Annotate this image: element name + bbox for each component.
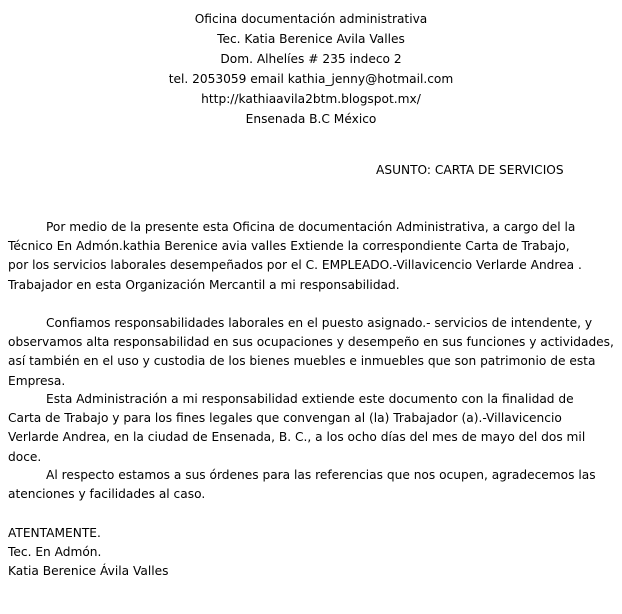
- closing-block: [8, 524, 168, 582]
- closing-signer: Katia Berenice Ávila Valles: [8, 564, 169, 579]
- letterhead-address: Dom. Alhelíes # 235 indeco 2: [220, 52, 402, 66]
- paragraph-line: Por medio de la presente esta Oficina de documentación Administrativa, a cargo del la: [46, 220, 576, 234]
- paragraph-line: observamos alta responsabilidad en sus ocupaciones y desempeño en sus funciones y actividades,: [8, 335, 614, 350]
- paragraph-line: Esta Administración a mi responsabilidad extiende este documento con la finalidad de: [46, 392, 574, 406]
- paragraph-2: [8, 314, 618, 391]
- closing-salutation: ATENTAMENTE.: [8, 526, 101, 540]
- letterhead-blog: http://kathiaavila2btm.blogspot.mx/: [201, 92, 421, 106]
- paragraph-1: [8, 218, 618, 295]
- paragraph-line: Trabajador en esta Organización Mercantil a mi responsabilidad.: [8, 277, 400, 292]
- paragraph-line: por los servicios laborales desempeñados por el C. EMPLEADO.-Villavicencio Verlarde Andrea .: [8, 258, 582, 273]
- letterhead-contact: tel. 2053059 email kathia_jenny@hotmail.com: [168, 72, 454, 86]
- letterhead-name: Tec. Katia Berenice Avila Valles: [217, 32, 405, 46]
- letterhead-city: Ensenada B.C México: [245, 112, 377, 126]
- paragraph-line: atenciones y facilidades al caso.: [8, 487, 206, 502]
- subject-line: ASUNTO: CARTA DE SERVICIOS: [376, 163, 564, 177]
- paragraph-line: Técnico En Admón.kathia Berenice avia valles Extiende la correspondiente Carta de Trabajo,: [8, 239, 570, 254]
- paragraph-line: Empresa.: [8, 373, 66, 388]
- paragraph-line: así también en el uso y custodia de los bienes muebles e inmuebles que son patrimonio de esta: [8, 354, 596, 369]
- paragraph-line: Al respecto estamos a sus órdenes para las referencias que nos ocupen, agradecemos las: [46, 468, 596, 482]
- paragraph-line: doce.: [8, 449, 42, 464]
- paragraph-line: Confiamos responsabilidades laborales en el puesto asignado.- servicios de intendente, y: [46, 316, 593, 330]
- letterhead: [0, 9, 622, 129]
- paragraph-line: Carta de Trabajo y para los fines legales que convengan al (la) Trabajador (a).-Villavicencio: [8, 411, 562, 426]
- paragraph-line: Verlarde Andrea, en la ciudad de Ensenada, B. C., a los ocho días del mes de mayo del dos mil: [8, 430, 586, 445]
- letterhead-office: Oficina documentación administrativa: [194, 12, 428, 26]
- paragraph-4: [8, 466, 618, 504]
- paragraph-3: [8, 390, 618, 467]
- closing-title: Tec. En Admón.: [8, 545, 102, 560]
